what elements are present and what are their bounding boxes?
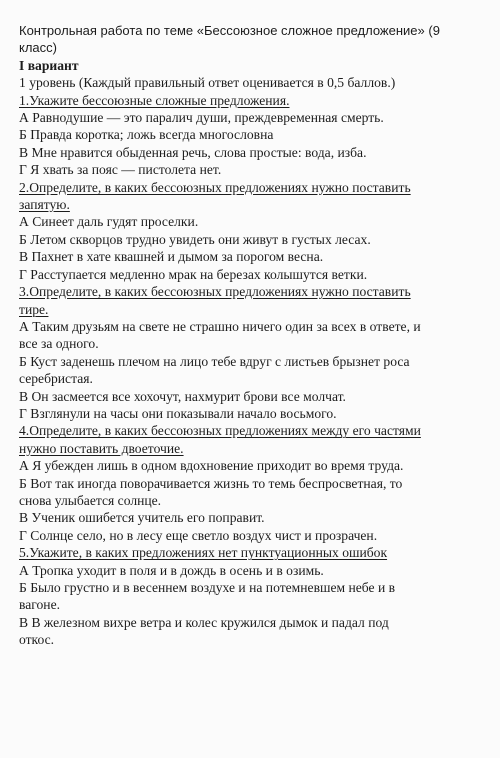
answer-option: Б Правда коротка; ложь всегда многословна <box>19 127 274 143</box>
answer-option: Б Куст заденешь плечом на лицо тебе вдруг с листьев брызнет роса <box>19 353 410 369</box>
answer-option: Б Летом скворцов трудно увидеть они живут в густых лесах. <box>19 231 371 247</box>
question-prompt: запятую. <box>19 197 70 213</box>
answer-option: А Таким друзьям на свете не страшно ничего один за всех в ответе, и <box>19 318 421 334</box>
questions-list <box>19 92 500 649</box>
question-block <box>19 544 500 648</box>
question-prompt: нужно поставить двоеточие. <box>19 440 184 456</box>
question-block <box>19 422 500 544</box>
answer-option: снова улыбается солнце. <box>19 492 162 508</box>
question-prompt: 1.Укажите бессоюзные сложные предложения. <box>19 92 290 108</box>
level-description: 1 уровень (Каждый правильный ответ оценивается в 0,5 баллов.) <box>19 75 396 91</box>
answer-option: В В железном вихре ветра и колес кружился дымок и падал под <box>19 614 389 630</box>
title-line-1: Контрольная работа по теме «Бессоюзное сложное предложение» (9 <box>19 23 440 38</box>
question-prompt: 2.Определите, в каких бессоюзных предложениях нужно поставить <box>19 179 411 195</box>
question-block <box>19 179 500 283</box>
answer-option: В Пахнет в хате квашней и дымом за порогом весна. <box>19 249 324 265</box>
question-prompt: 3.Определите, в каких бессоюзных предложениях нужно поставить <box>19 284 411 300</box>
answer-option: Б Было грустно и в весеннем воздухе и на потемневшем небе и в <box>19 580 396 595</box>
question-prompt: 5.Укажите, в каких предложениях нет пунктуационных ошибок <box>19 545 388 561</box>
answer-option: вагоне. <box>19 597 61 613</box>
answer-option: А Синеет даль гудят проселки. <box>19 214 199 230</box>
question-prompt: тире. <box>19 301 49 317</box>
question-prompt: 4.Определите, в каких бессоюзных предложениях между его частями <box>19 423 421 439</box>
question-block <box>19 92 500 179</box>
answer-option: В Мне нравится обыденная речь, слова простые: вода, изба. <box>19 144 367 160</box>
answer-option: Г Солнце село, но в лесу еще светло воздух чист и прозрачен. <box>19 527 378 543</box>
question-block <box>19 283 500 422</box>
answer-option: Г Взглянули на часы они показывали начало восьмого. <box>19 405 337 421</box>
title-line-2: класс) <box>19 40 57 56</box>
answer-option: В Он засмеется все хохочут, нахмурит брови все молчат. <box>19 388 346 404</box>
answer-option: В Ученик ошибется учитель его поправит. <box>19 510 265 526</box>
answer-option: Б Вот так иногда поворачивается жизнь то темь беспросветная, то <box>19 475 403 491</box>
answer-option: Г Расступается медленно мрак на березах колышутся ветки. <box>19 266 368 282</box>
variant-heading: I вариант <box>19 57 79 73</box>
answer-option: А Я убежден лишь в одном вдохновение приходит во время труда. <box>19 458 404 474</box>
answer-option: Г Я хвать за пояс — пистолета нет. <box>19 162 222 178</box>
answer-option: откос. <box>19 632 55 648</box>
answer-option: серебристая. <box>19 371 93 387</box>
answer-option: А Тропка уходит в поля и в дождь в осень и в озимь. <box>19 562 324 578</box>
answer-option: А Равнодушие — это паралич души, преждевременная смерть. <box>19 110 384 126</box>
answer-option: все за одного. <box>19 336 99 352</box>
